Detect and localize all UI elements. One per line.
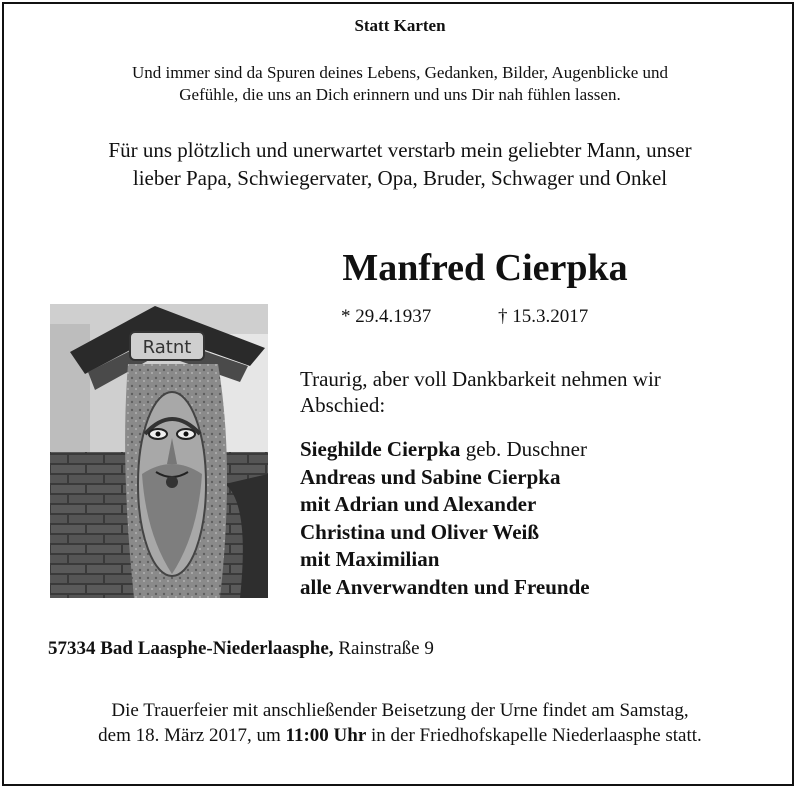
mourner-widow-name: Sieghilde Cierpka	[300, 437, 461, 461]
carving-sign-text: Ratnt	[142, 337, 192, 358]
address-street: Rainstraße 9	[333, 638, 434, 659]
death-announcement	[0, 136, 800, 192]
address-city: 57334 Bad Laasphe-Niederlaasphe,	[48, 638, 334, 659]
mourner-line-2: Andreas und Sabine Cierpka	[300, 464, 561, 489]
mourner-line-5: mit Maximilian	[300, 547, 440, 571]
carved-tree-illustration	[50, 304, 268, 598]
funeral-notice	[0, 698, 800, 748]
farewell-line-2: Abschied:	[300, 393, 386, 417]
birth-date: * 29.4.1937	[341, 306, 432, 327]
memorial-quote	[0, 62, 800, 106]
funeral-time: 11:00 Uhr	[285, 725, 367, 746]
wood-carving-photo	[50, 304, 268, 598]
mourner-line-3: mit Adrian und Alexander	[300, 492, 537, 516]
announcement-line-2: lieber Papa, Schwiegervater, Opa, Bruder, Schwager und Onkel	[132, 166, 668, 190]
mourner-line-6: alle Anverwandten und Freunde	[300, 574, 590, 599]
quote-line-2: Gefühle, die uns an Dich erinnern und uns Dir nah fühlen lassen.	[179, 85, 621, 104]
deceased-name: Manfred Cierpka	[342, 247, 628, 289]
mourner-line-4: Christina und Oliver Weiß	[300, 519, 540, 544]
announcement-line-1: Für uns plötzlich und unerwartet verstarb mein geliebter Mann, unser	[108, 138, 692, 162]
death-date: † 15.3.2017	[498, 306, 589, 327]
mourner-widow-maiden: geb. Duschner	[460, 437, 587, 461]
mourner-line-1	[300, 436, 760, 464]
funeral-notice-line-1: Die Trauerfeier mit anschließender Beisetzung der Urne findet am Samstag,	[111, 700, 689, 721]
funeral-location: in der Friedhofskapelle Niederlaasphe statt.	[366, 725, 702, 746]
quote-line-1: Und immer sind da Spuren deines Lebens, Gedanken, Bilder, Augenblicke und	[131, 63, 669, 82]
funeral-notice-line-2	[0, 723, 800, 748]
mourners-list	[300, 436, 760, 601]
funeral-date: dem 18. März 2017, um	[98, 725, 286, 746]
address	[48, 638, 434, 660]
farewell-line-1: Traurig, aber voll Dankbarkeit nehmen wir	[300, 367, 661, 391]
statt-karten-heading: Statt Karten	[354, 16, 446, 35]
farewell-text	[300, 366, 750, 418]
